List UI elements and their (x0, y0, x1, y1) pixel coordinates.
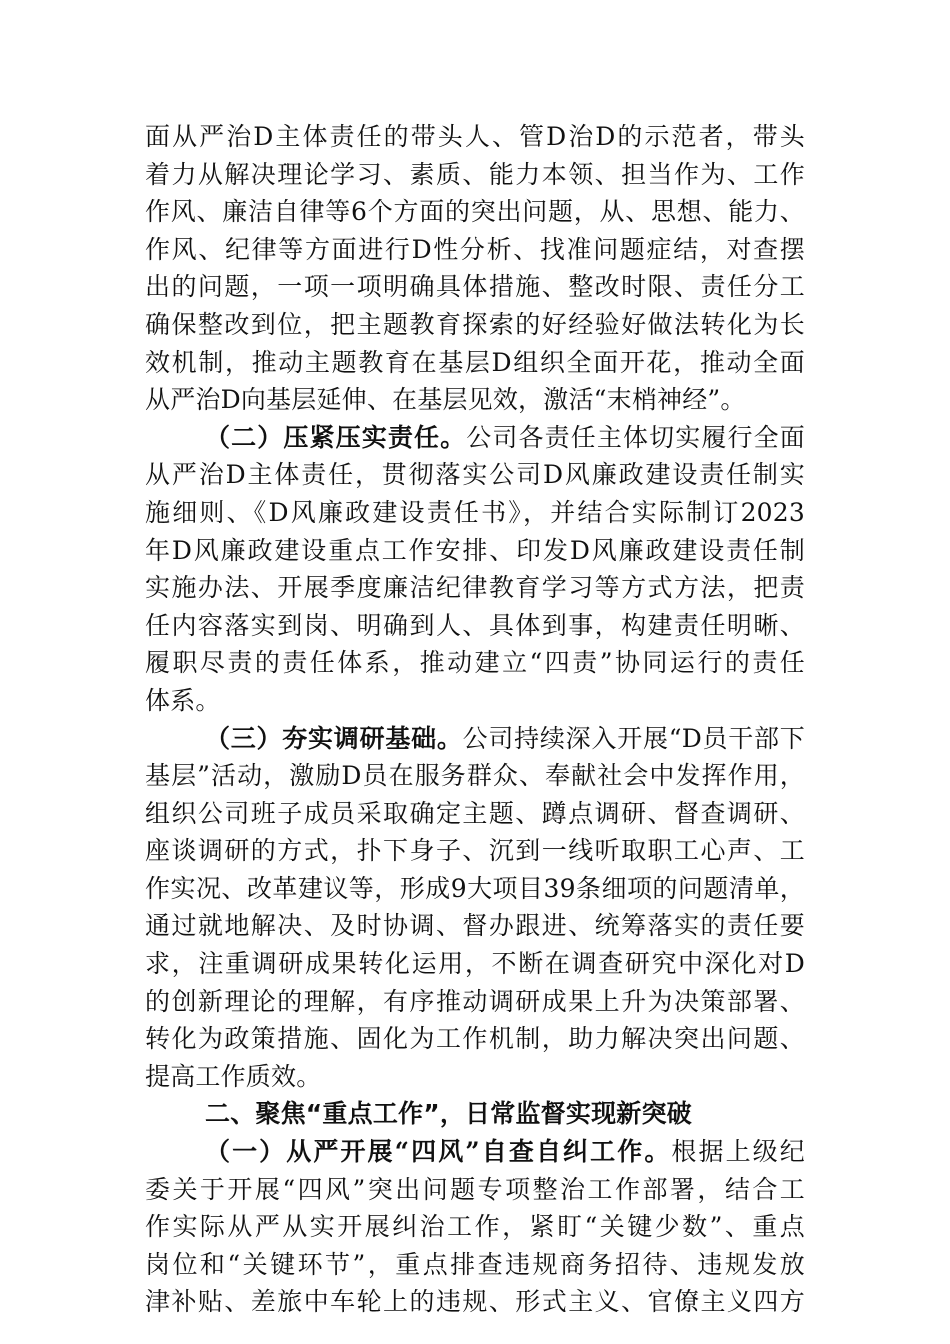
text-line: 作风、廉洁自律等6个方面的突出问题，从、思想、能力、 (145, 197, 805, 227)
text-line: 通过就地解决、及时协调、督办跟进、统筹落实的责任要 (145, 911, 805, 941)
subsection-title: （一）从严开展“四风”自查自纠工作。 (205, 1137, 672, 1167)
text-line: 出的问题，一项一项明确具体措施、整改时限、责任分工 (145, 272, 805, 302)
text-line: 作实况、改革建议等，形成9大项目39条细项的问题清单， (145, 873, 805, 903)
text-line: 着力从解决理论学习、素质、能力本领、担当作为、工作 (145, 159, 805, 189)
text-line: 岗位和“关键环节”，重点排查违规商务招待、违规发放 (145, 1249, 805, 1279)
text-line: 组织公司班子成员采取确定主题、蹲点调研、督查调研、 (145, 798, 805, 828)
text-line: 基层”活动，激励D员在服务群众、奉献社会中发挥作用， (145, 761, 805, 791)
text-line: 委关于开展“四风”突出问题专项整治工作部署，结合工 (145, 1174, 805, 1204)
subsection-line (145, 419, 805, 457)
text-line: 确保整改到位，把主题教育探索的好经验好做法转化为长 (145, 309, 805, 339)
subsection-text: 公司各责任主体切实履行全面 (466, 422, 805, 452)
text-line: 作实际从严从实开展纠治工作，紧盯“关键少数”、重点 (145, 1212, 805, 1242)
subsection-text: 公司持续深入开展“D员干部下 (462, 723, 805, 753)
document-body (145, 118, 805, 1321)
subsection-title: （二）压紧压实责任。 (205, 422, 467, 452)
subsection-line (145, 720, 805, 758)
subsection-title: （三）夯实调研基础。 (205, 723, 463, 753)
text-line: 年D风廉政建设重点工作安排、印发D风廉政建设责任制 (145, 535, 805, 565)
text-line: 从严治D向基层延伸、在基层见效，激活“末梢神经”。 (145, 385, 746, 415)
text-line: 座谈调研的方式，扑下身子、沉到一线听取职工心声、工 (145, 836, 805, 866)
text-line: 转化为政策措施、固化为工作机制，助力解决突出问题、 (145, 1024, 805, 1054)
text-line: 提高工作质效。 (145, 1061, 322, 1091)
text-line: 面从严治D主体责任的带头人、管D治D的示范者，带头 (145, 122, 805, 151)
subsection-text: 根据上级纪 (671, 1137, 805, 1167)
subsection-line (145, 1133, 805, 1171)
text-line: 施细则、《D风廉政建设责任书》，并结合实际制订2023 (145, 497, 805, 527)
text-line: 效机制，推动主题教育在基层D组织全面开花，推动全面 (145, 347, 805, 377)
text-line: 求，注重调研成果转化运用，不断在调查研究中深化对D (145, 949, 805, 979)
section-heading: 二、聚焦“重点工作”，日常监督实现新突破 (205, 1099, 692, 1129)
text-line: 实施办法、开展季度廉洁纪律教育学习等方式方法，把责 (145, 573, 805, 603)
text-line: 作风、纪律等方面进行D性分析、找准问题症结，对查摆 (145, 234, 805, 264)
text-line: 体系。 (145, 685, 221, 715)
text-line: 任内容落实到岗、明确到人、具体到事，构建责任明晰、 (145, 610, 805, 640)
text-line: 履职尽责的责任体系，推动建立“四责”协同运行的责任 (145, 648, 805, 678)
text-line: 津补贴、差旅中车轮上的违规、形式主义、官僚主义四方 (145, 1287, 805, 1317)
text-line: 从严治D主体责任，贯彻落实公司D风廉政建设责任制实 (145, 460, 805, 490)
text-line: 的创新理论的理解，有序推动调研成果上升为决策部署、 (145, 986, 805, 1016)
